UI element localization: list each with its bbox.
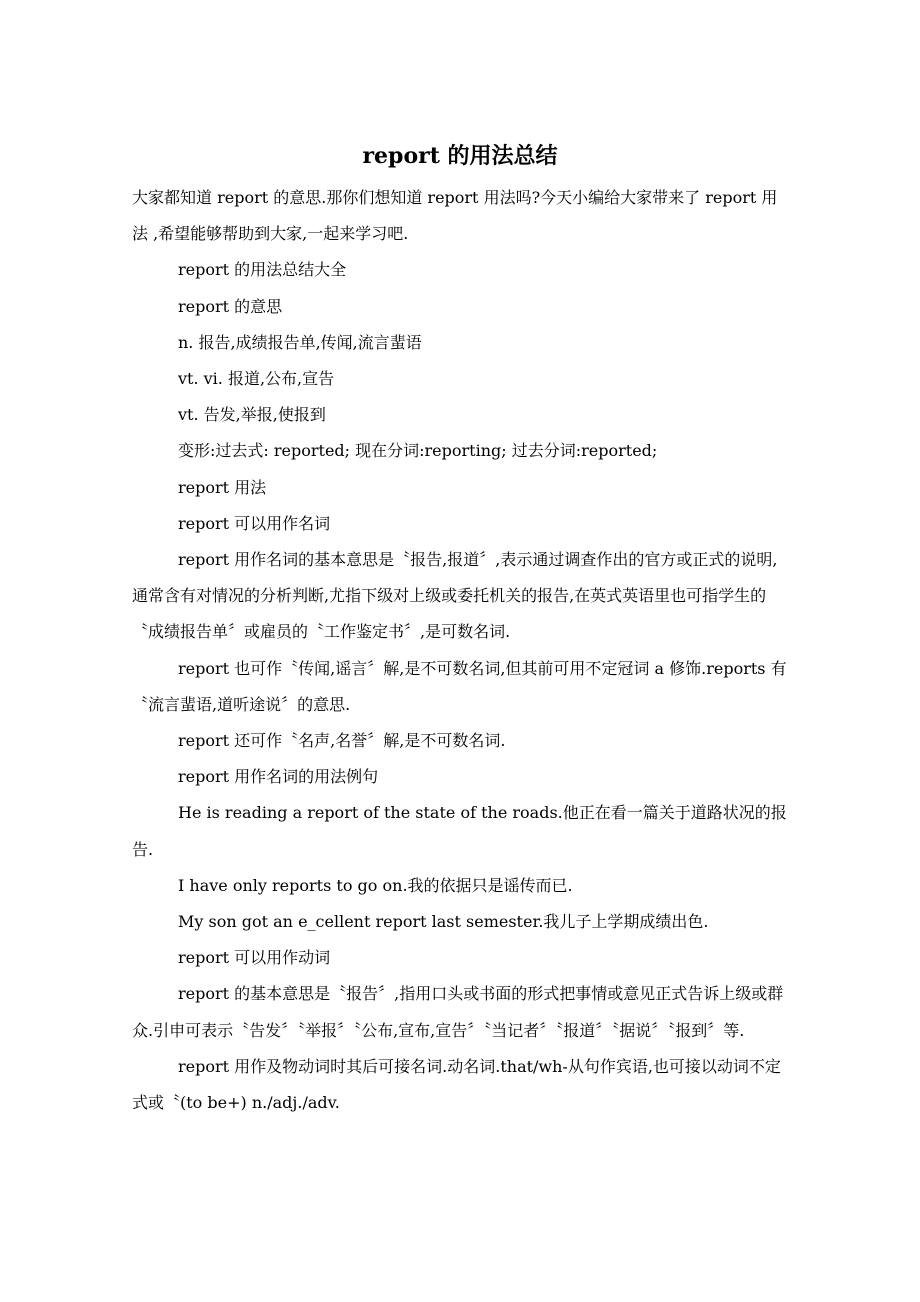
- paragraph: 变形:过去式: reported; 现在分词:reporting; 过去分词:reported;: [178, 441, 658, 461]
- paragraph: report 可以用作动词: [178, 948, 331, 968]
- document-title: report 的用法总结: [362, 143, 558, 169]
- paragraph: report 用法: [178, 477, 267, 497]
- paragraph: report 的基本意思是〝报告〞,指用口头或书面的形式把事情或意见正式告诉上级或群众.引申可表示〝告发〞〝举报〞〝公布,宣布,宣告〞〝当记者〞〝报道〞〝据说〞〝报到〞等.: [132, 984, 784, 1040]
- paragraph: report 用作名词的用法例句: [178, 767, 379, 787]
- paragraph: 大家都知道 report 的意思.那你们想知道 report 用法吗?今天小编给大家带来了 report 用法 ,希望能够帮助到大家,一起来学习吧.: [132, 188, 778, 244]
- paragraph: report 也可作〝传闻,谣言〞解,是不可数名词,但其前可用不定冠词 a 修饰.reports 有〝流言蜚语,道听途说〞的意思.: [132, 658, 787, 714]
- paragraph: report 用作名词的基本意思是〝报告,报道〞,表示通过调查作出的官方或正式的说明,通常含有对情况的分析判断,尤指下级对上级或委托机关的报告,在英式英语里也可指学生的〝成绩报告单〞或雇员的〝工作鉴定书〞,是可数名词.: [132, 550, 778, 642]
- paragraph: report 的用法总结大全: [178, 260, 347, 280]
- paragraph: He is reading a report of the state of the roads.他正在看一篇关于道路状况的报告.: [132, 803, 787, 859]
- document-body: [132, 180, 792, 1121]
- paragraph: report 可以用作名词: [178, 513, 331, 533]
- paragraph: My son got an e_cellent report last semester.我儿子上学期成绩出色.: [178, 912, 709, 932]
- paragraph: vt. vi. 报道,公布,宣告: [178, 369, 335, 389]
- paragraph: n. 报告,成绩报告单,传闻,流言蜚语: [178, 332, 422, 352]
- paragraph: vt. 告发,举报,使报到: [178, 405, 326, 425]
- paragraph: I have only reports to go on.我的依据只是谣传而已.: [178, 875, 573, 895]
- paragraph: report 用作及物动词时其后可接名词.动名词.that/wh-从句作宾语,也可接以动词不定式或〝(to be+) n./adj./adv.: [132, 1056, 781, 1113]
- paragraph: report 的意思: [178, 296, 283, 316]
- paragraph: report 还可作〝名声,名誉〞解,是不可数名词.: [178, 731, 506, 751]
